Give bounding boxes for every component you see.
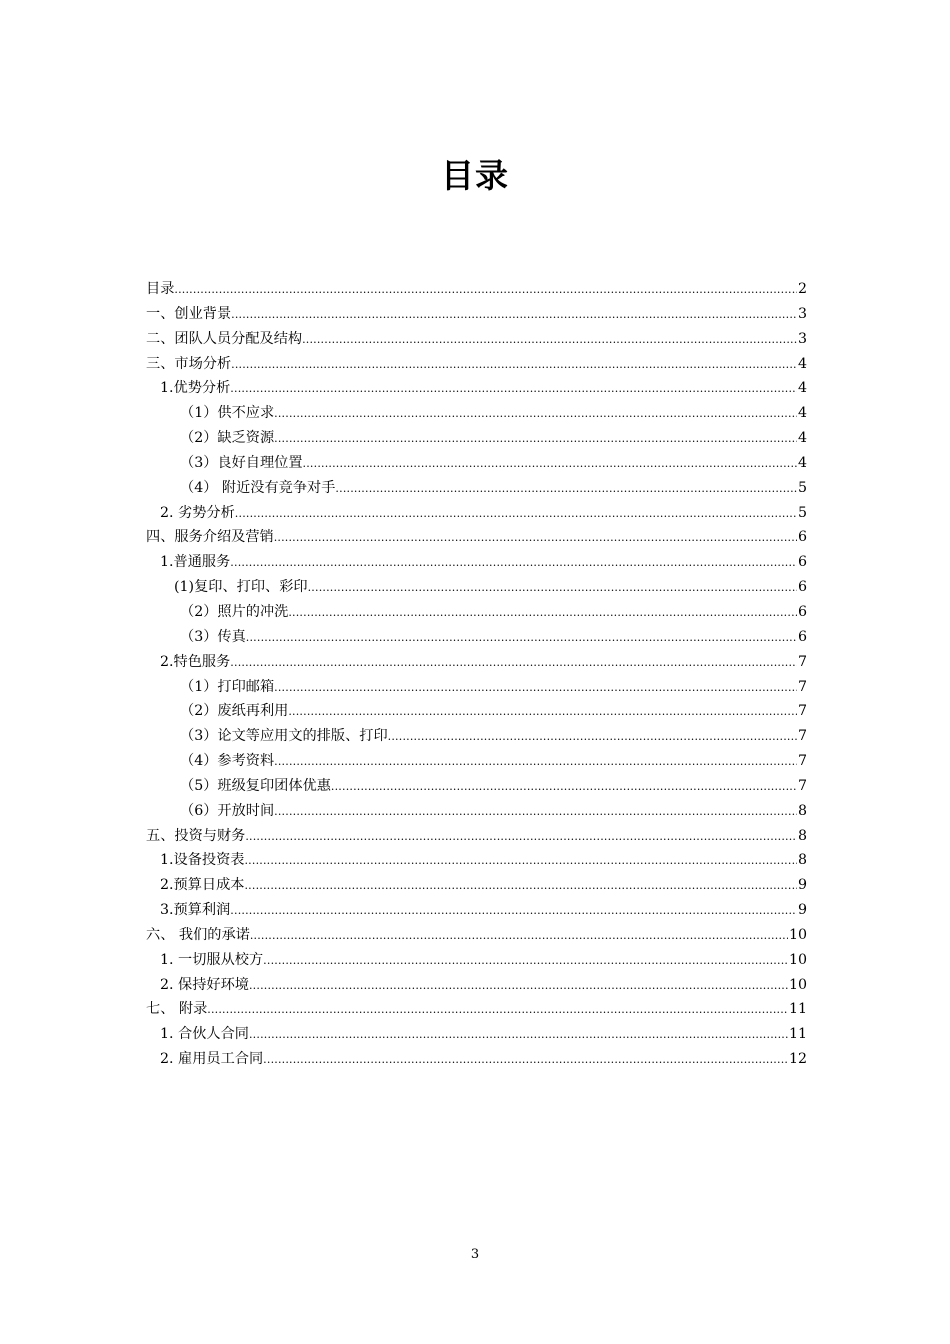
toc-entry-label: 五、投资与财务: [146, 827, 246, 844]
toc-dot-leader: [274, 402, 797, 427]
toc-entry[interactable]: [146, 923, 807, 948]
toc-entry-page: 11: [788, 1001, 807, 1018]
toc-entry-label: 1.普通服务: [160, 554, 231, 571]
toc-entry-page: 7: [797, 653, 807, 670]
toc-entry[interactable]: [146, 650, 807, 675]
toc-entry-label: （4）参考资料: [180, 753, 275, 770]
toc-entry[interactable]: [146, 600, 807, 625]
toc-entry-page: 4: [797, 380, 807, 397]
toc-entry-page: 7: [797, 728, 807, 745]
toc-entry[interactable]: [146, 973, 807, 998]
toc-entry-label: （2）缺乏资源: [180, 430, 275, 447]
toc-entry[interactable]: [146, 550, 807, 575]
toc-entry-page: 10: [788, 951, 807, 968]
toc-entry-page: 6: [797, 554, 807, 571]
toc-entry-label: 2. 保持好环境: [160, 976, 249, 993]
toc-entry-page: 7: [797, 703, 807, 720]
toc-dot-leader: [274, 427, 797, 452]
toc-dot-leader: [335, 477, 797, 502]
toc-entry[interactable]: [146, 575, 807, 600]
toc-dot-leader: [174, 278, 797, 303]
toc-entry-label: (1)复印、打印、彩印: [174, 579, 308, 596]
toc-dot-leader: [230, 377, 797, 402]
toc-entry[interactable]: [146, 376, 807, 401]
toc-entry-label: 四、服务介绍及营销: [146, 529, 274, 546]
toc-dot-leader: [263, 1048, 788, 1073]
toc-dot-leader: [274, 526, 797, 551]
toc-dot-leader: [246, 626, 797, 651]
toc-entry[interactable]: [146, 824, 807, 849]
toc-entry-label: 1.优势分析: [160, 380, 231, 397]
toc-entry-label: 三、市场分析: [146, 355, 232, 372]
toc-entry-page: 8: [797, 852, 807, 869]
toc-dot-leader: [244, 849, 796, 874]
toc-entry[interactable]: [146, 327, 807, 352]
toc-entry-label: （1）供不应求: [180, 405, 275, 422]
toc-dot-leader: [331, 775, 797, 800]
toc-entry[interactable]: [146, 848, 807, 873]
toc-dot-leader: [244, 874, 796, 899]
toc-dot-leader: [302, 328, 797, 353]
toc-dot-leader: [249, 974, 788, 999]
toc-dot-leader: [308, 576, 797, 601]
toc-entry-page: 6: [797, 603, 807, 620]
toc-entry-label: 2. 劣势分析: [160, 504, 235, 521]
toc-entry-label: 2.预算日成本: [160, 877, 245, 894]
toc-entry-label: 1. 一切服从校方: [160, 951, 264, 968]
toc-entry-label: 二、团队人员分配及结构: [146, 330, 303, 347]
toc-dot-leader: [288, 700, 797, 725]
toc-entry[interactable]: [146, 426, 807, 451]
toc-entry[interactable]: [146, 501, 807, 526]
toc-entry-label: 一、创业背景: [146, 305, 232, 322]
toc-dot-leader: [231, 303, 797, 328]
toc-entry-page: 8: [797, 827, 807, 844]
toc-dot-leader: [230, 899, 797, 924]
toc-entry-label: 目录: [146, 281, 175, 297]
toc-entry-label: （3）传真: [180, 628, 246, 645]
toc-dot-leader: [274, 676, 797, 701]
toc-dot-leader: [230, 551, 797, 576]
page-title: 目录: [441, 156, 509, 195]
toc-entry[interactable]: [146, 749, 807, 774]
table-of-contents: [146, 277, 807, 1072]
toc-dot-leader: [388, 725, 797, 750]
toc-entry-label: 六、 我们的承诺: [146, 926, 250, 943]
toc-entry-page: 9: [797, 877, 807, 894]
toc-entry-page: 3: [797, 305, 807, 322]
toc-entry-label: （6）开放时间: [180, 802, 275, 819]
toc-entry-page: 8: [797, 802, 807, 819]
toc-dot-leader: [303, 452, 797, 477]
toc-dot-leader: [231, 353, 797, 378]
toc-dot-leader: [249, 1023, 788, 1048]
toc-entry[interactable]: [146, 724, 807, 749]
toc-entry[interactable]: [146, 799, 807, 824]
toc-entry[interactable]: [146, 451, 807, 476]
toc-dot-leader: [230, 651, 797, 676]
toc-entry[interactable]: [146, 997, 807, 1022]
toc-entry[interactable]: [146, 302, 807, 327]
toc-entry-page: 2: [797, 281, 807, 297]
toc-entry-page: 11: [788, 1026, 807, 1043]
toc-entry-label: （2）废纸再利用: [180, 703, 289, 720]
toc-entry-label: 3.预算利润: [160, 902, 231, 919]
toc-entry-page: 10: [788, 926, 807, 943]
toc-entry[interactable]: [146, 352, 807, 377]
toc-entry[interactable]: [146, 873, 807, 898]
toc-entry-page: 12: [788, 1051, 807, 1068]
toc-entry[interactable]: [146, 525, 807, 550]
toc-entry[interactable]: [146, 625, 807, 650]
toc-entry-label: （1）打印邮箱: [180, 678, 275, 695]
page-number: 3: [470, 1247, 480, 1262]
toc-entry-label: 七、 附录: [146, 1001, 208, 1018]
toc-entry-page: 4: [797, 430, 807, 447]
toc-entry-page: 4: [797, 355, 807, 372]
toc-dot-leader: [263, 949, 788, 974]
toc-entry-page: 3: [797, 330, 807, 347]
toc-dot-leader: [274, 750, 797, 775]
toc-entry-page: 6: [797, 579, 807, 596]
toc-entry[interactable]: [146, 1047, 807, 1072]
toc-entry-page: 9: [797, 902, 807, 919]
toc-dot-leader: [250, 924, 788, 949]
toc-dot-leader: [207, 998, 788, 1023]
toc-entry-label: （4） 附近没有竞争对手: [180, 479, 336, 496]
toc-entry[interactable]: [146, 1022, 807, 1047]
toc-entry-label: 1. 合伙人合同: [160, 1026, 249, 1043]
toc-dot-leader: [235, 502, 797, 527]
toc-entry-page: 4: [797, 454, 807, 471]
toc-entry-label: 1.设备投资表: [160, 852, 245, 869]
toc-dot-leader: [288, 601, 797, 626]
toc-entry[interactable]: [146, 699, 807, 724]
toc-entry[interactable]: [146, 277, 807, 302]
toc-entry[interactable]: [146, 898, 807, 923]
toc-dot-leader: [245, 825, 797, 850]
toc-entry-page: 10: [788, 976, 807, 993]
toc-entry-page: 6: [797, 529, 807, 546]
toc-entry-page: 6: [797, 628, 807, 645]
toc-entry-label: 2. 雇用员工合同: [160, 1051, 264, 1068]
toc-entry[interactable]: [146, 948, 807, 973]
toc-entry-page: 7: [797, 777, 807, 794]
toc-entry-label: 2.特色服务: [160, 653, 231, 670]
toc-entry-page: 5: [797, 479, 807, 496]
toc-dot-leader: [274, 800, 797, 825]
toc-entry-label: （3）论文等应用文的排版、打印: [180, 728, 388, 745]
toc-entry-page: 4: [797, 405, 807, 422]
toc-entry[interactable]: [146, 774, 807, 799]
toc-entry[interactable]: [146, 476, 807, 501]
toc-entry[interactable]: [146, 401, 807, 426]
toc-entry[interactable]: [146, 675, 807, 700]
toc-entry-label: （3）良好自理位置: [180, 454, 303, 471]
toc-entry-label: （2）照片的冲洗: [180, 603, 289, 620]
toc-entry-page: 7: [797, 753, 807, 770]
toc-entry-page: 7: [797, 678, 807, 695]
toc-entry-label: （5）班级复印团体优惠: [180, 777, 331, 794]
toc-entry-page: 5: [797, 504, 807, 521]
